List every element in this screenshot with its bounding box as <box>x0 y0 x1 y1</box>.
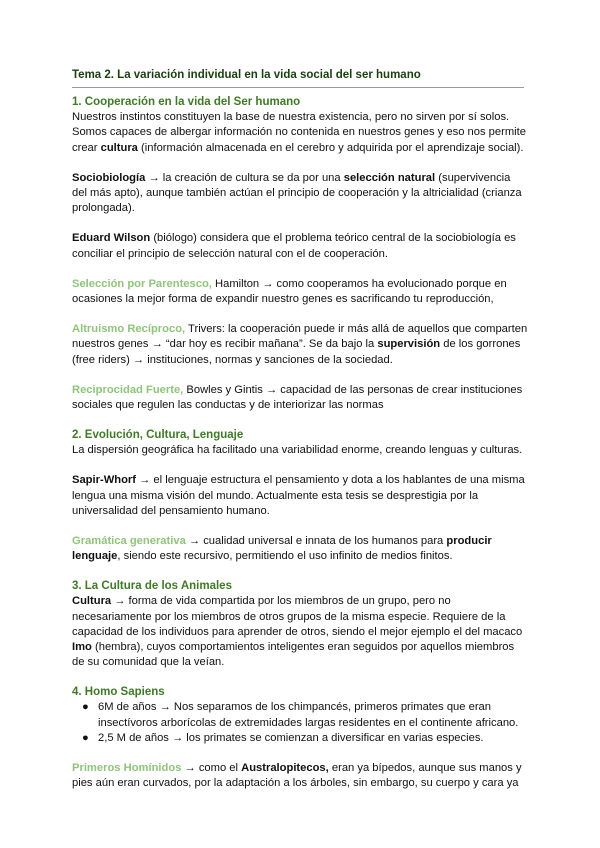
bullet-icon: ● <box>82 701 89 714</box>
s4-paragraph-hominidos: Primeros Homínidos → como el Australopitecos, eran ya bípedos, aunque sus manos y pies aún eran curvados, por la adaptación a los árboles, sin embargo, su cuerpo y cara ya <box>72 762 522 790</box>
list-item: ● 6M de años → Nos separamos de los chimpancés, primeros primates que eran insectívoros arborícolas de extremidades largas residentes en el continente africano. <box>82 701 519 729</box>
document-title: Tema 2. La variación individual en la vida social del ser humano <box>72 69 421 81</box>
section-1-heading: 1. Cooperación en la vida del Ser humano <box>72 96 301 109</box>
section-3-heading: 3. La Cultura de los Animales <box>72 580 232 593</box>
s1-paragraph-altruismo: Altruismo Recíproco, Trivers: la cooperación puede ir más allá de aquellos que comparten nuestros genes → “dar hoy es recibir mañana”. Se da bajo la supervisión de los gorrones (free riders) → instituciones, normas y sanciones de la sociedad. <box>72 323 528 366</box>
list-item: ● 2,5 M de años → los primates se comienzan a diversificar en varias especies. <box>98 731 528 746</box>
s1-paragraph-parentesco: Selección por Parentesco, Hamilton → como cooperamos ha evolucionado porque en ocasiones la mejor forma de expandir nuestro genes es sacrificando tu reproducción, <box>72 277 507 306</box>
s1-paragraph-sociobiologia: Sociobiología → la creación de cultura se da por una selección natural (supervivencia del más apto), aunque también actúan el principio de cooperación y la altricialidad (crianza prolongada). <box>72 171 522 215</box>
s2-paragraph-sapir-whorf: Sapir-Whorf → el lenguaje estructura el pensamiento y dota a los hablantes de una misma lengua una misma visión del mundo. Actualmente esta tesis se desprestigia por la universalidad del pensamiento humano. <box>72 474 525 517</box>
s1-paragraph-reciprocidad: Reciprocidad Fuerte, Bowles y Gintis → capacidad de las personas de crear instituciones sociales que regulen las conductas y de interiorizar las normas <box>72 383 523 412</box>
s1-paragraph-wilson: Eduard Wilson (biólogo) considera que el problema teórico central de la sociobiología es conciliar el principio de selección natural con el de cooperación. <box>72 232 516 260</box>
s2-paragraph-1: La dispersión geográfica ha facilitado una variabilidad enorme, creando lenguas y culturas. <box>72 444 523 457</box>
title-divider <box>72 87 524 88</box>
s1-paragraph-1: Nuestros instintos constituyen la base de nuestra existencia, pero no sirven por sí solos. Somos capaces de albergar información no contenida en nuestros genes y eso nos permite crear cultura (información almacenada en el cerebro y adquirida por el aprendizaje social). <box>72 111 526 154</box>
section-4-heading: 4. Homo Sapiens <box>72 686 165 699</box>
section-2-heading: 2. Evolución, Cultura, Lenguaje <box>72 429 244 442</box>
s2-paragraph-gramatica: Gramática generativa → cualidad universal e innata de los humanos para producir lenguaje, siendo este recursivo, permitiendo el uso infinito de medios finitos. <box>72 535 492 563</box>
s3-paragraph-cultura: Cultura → forma de vida compartida por los miembros de un grupo, pero no necesariamente por los miembros de otros grupos de la misma especie. Requiere de la capacidad de los individuos para aprender de otros, siendo el mejor ejemplo el del macaco Imo (hembra), cuyos comportamientos inteligentes eran seguidos por aquellos miembros de su comunidad que la veían. <box>72 595 523 669</box>
s4-bullet-list <box>72 700 528 746</box>
bullet-icon: ● <box>82 731 89 744</box>
document-content <box>72 68 528 792</box>
